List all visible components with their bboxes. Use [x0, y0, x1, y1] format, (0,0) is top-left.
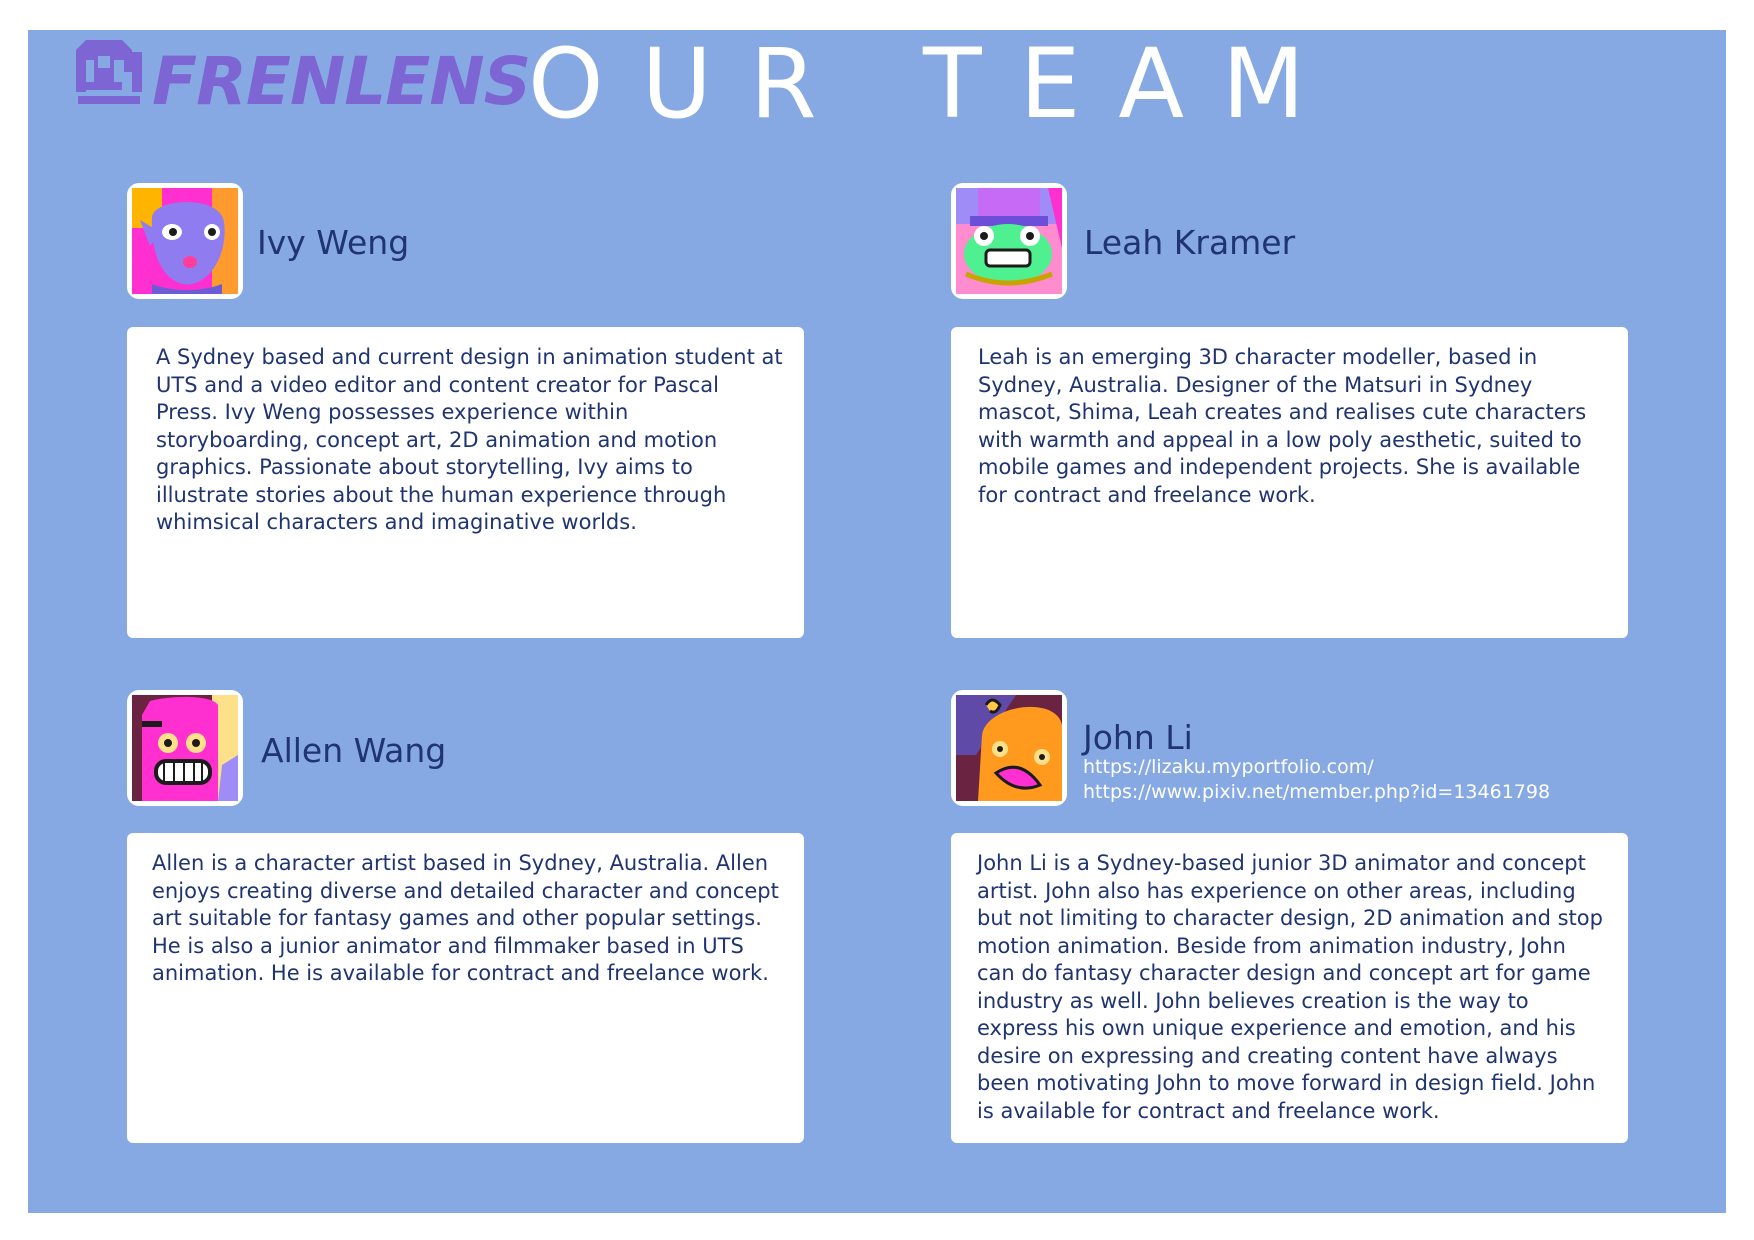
portfolio-link[interactable]: https://lizaku.myportfolio.com/ — [1083, 756, 1374, 778]
pixiv-link[interactable]: https://www.pixiv.net/member.php?id=13461798 — [1083, 781, 1551, 803]
member-links — [1083, 755, 1550, 805]
member-bio: A Sydney based and current design in animation student at UTS and a video editor and content creator for Pascal Press. Ivy Weng possesses experience within storyboarding, concept art, 2D animation and motion graphics. Passionate about storytelling, Ivy aims to illustrate stories about the human experience through whimsical characters and imaginative worlds. — [156, 345, 783, 534]
page-title: OUR TEAM — [528, 28, 1343, 140]
member-bio: Leah is an emerging 3D character modeller, based in Sydney, Australia. Designer of the Matsuri in Sydney mascot, Shima, Leah creates and realises cute characters with warmth and appeal in a low poly aesthetic, suited to mobile games and independent projects. She is available for contract and freelance work. — [978, 345, 1587, 507]
member-name: John Li — [1083, 718, 1193, 757]
member-name: Leah Kramer — [1084, 223, 1296, 262]
member-bio: John Li is a Sydney-based junior 3D animator and concept artist. John also has experience on other areas, including but not limiting to character design, 2D animation and stop motion animation. Beside from animation industry, John can do fantasy character design and concept art for game industry as well. John believes creation is the way to express his own unique experience and emotion, and his desire on expressing and creating content have always been motivating John to move forward in design field. John is available for contract and freelance work. — [977, 851, 1603, 1123]
pink-monster-avatar — [127, 690, 243, 806]
frenlens-logo — [56, 30, 531, 120]
orange-beast-avatar — [951, 690, 1067, 806]
logo-wordmark: FRENLENS — [152, 43, 531, 120]
green-frog-top-hat-avatar — [951, 183, 1067, 299]
member-name: Ivy Weng — [257, 223, 410, 262]
member-name: Allen Wang — [261, 731, 447, 770]
purple-creature-avatar — [127, 183, 243, 299]
member-bio: Allen is a character artist based in Sydney, Australia. Allen enjoys creating diverse and detailed character and concept art suitable for fantasy games and other popular settings. He is also a junior animator and filmmaker based in UTS animation. He is available for contract and freelance work. — [152, 851, 779, 985]
